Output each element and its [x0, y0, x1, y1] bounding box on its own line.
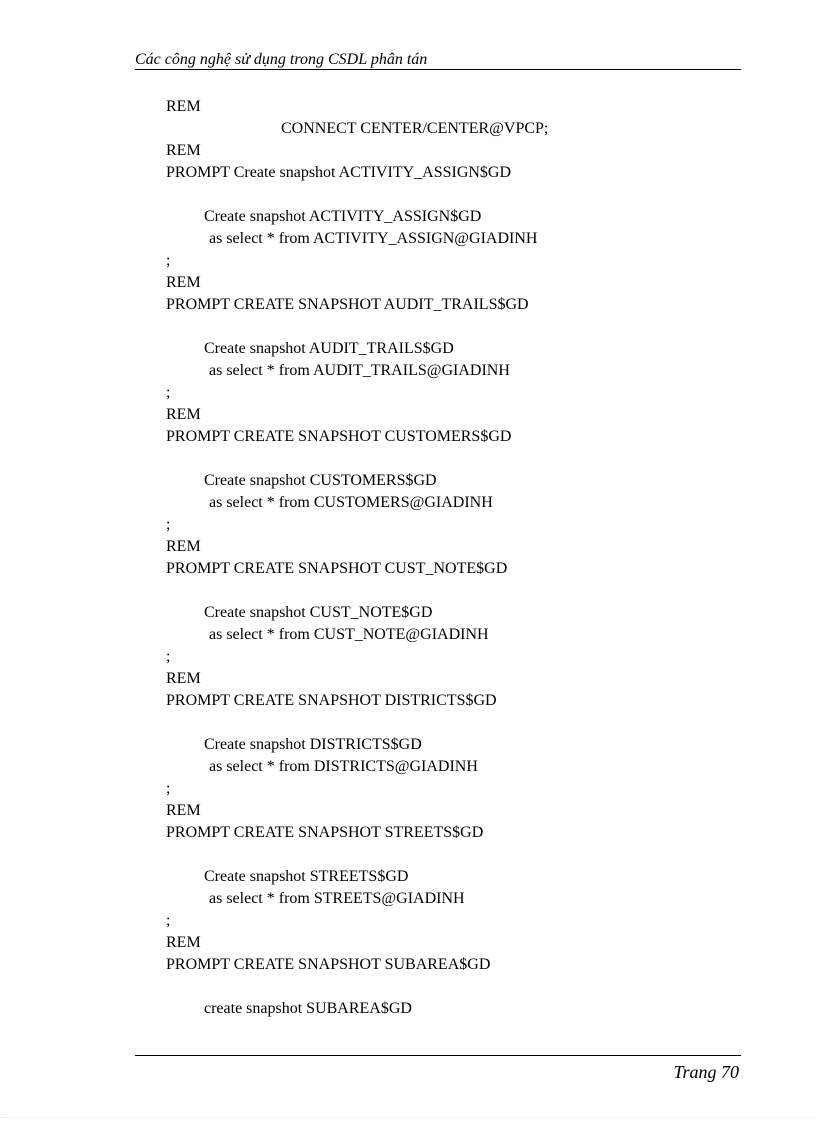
prompt-line: PROMPT CREATE SNAPSHOT DISTRICTS$GD	[166, 692, 497, 709]
rem-line: REM	[166, 802, 201, 819]
select-line: as select * from CUSTOMERS@GIADINH	[209, 494, 493, 511]
rem-line: REM	[166, 406, 201, 423]
semicolon-line: ;	[166, 648, 171, 665]
blank-line	[166, 316, 726, 338]
blank-line	[166, 712, 726, 734]
create-line: Create snapshot STREETS$GD	[204, 868, 409, 885]
footer-divider	[135, 1055, 741, 1056]
prompt-line: PROMPT CREATE SNAPSHOT CUSTOMERS$GD	[166, 428, 512, 445]
select-line: as select * from AUDIT_TRAILS@GIADINH	[209, 362, 510, 379]
blank-line	[166, 844, 726, 866]
page-number: Trang 70	[673, 1062, 739, 1082]
select-line: as select * from ACTIVITY_ASSIGN@GIADINH	[209, 230, 538, 247]
create-line: Create snapshot AUDIT_TRAILS$GD	[204, 340, 454, 357]
header-title: Các công nghệ sử dụng trong CSDL phân tán	[135, 51, 428, 68]
create-line: create snapshot SUBAREA$GD	[204, 1000, 412, 1017]
select-line: as select * from STREETS@GIADINH	[209, 890, 465, 907]
blank-line	[166, 580, 726, 602]
prompt-line: PROMPT Create snapshot ACTIVITY_ASSIGN$GD	[166, 164, 512, 181]
select-line: as select * from CUST_NOTE@GIADINH	[209, 626, 489, 643]
connect-line: CONNECT CENTER/CENTER@VPCP;	[281, 120, 549, 137]
prompt-line: PROMPT CREATE SNAPSHOT AUDIT_TRAILS$GD	[166, 296, 529, 313]
select-line: as select * from DISTRICTS@GIADINH	[209, 758, 478, 775]
page-header	[135, 50, 741, 70]
rem-line: REM	[166, 274, 201, 291]
semicolon-line: ;	[166, 780, 171, 797]
semicolon-line: ;	[166, 384, 171, 401]
page-edge-divider	[0, 1117, 816, 1118]
code-listing	[166, 96, 726, 1020]
create-line: Create snapshot CUST_NOTE$GD	[204, 604, 433, 621]
blank-line	[166, 448, 726, 470]
rem-line: REM	[166, 934, 201, 951]
rem-line: REM	[166, 98, 201, 115]
semicolon-line: ;	[166, 912, 171, 929]
prompt-line: PROMPT CREATE SNAPSHOT STREETS$GD	[166, 824, 484, 841]
prompt-line: PROMPT CREATE SNAPSHOT SUBAREA$GD	[166, 956, 491, 973]
rem-line: REM	[166, 538, 201, 555]
blank-line	[166, 184, 726, 206]
prompt-line: PROMPT CREATE SNAPSHOT CUST_NOTE$GD	[166, 560, 508, 577]
semicolon-line: ;	[166, 252, 171, 269]
create-line: Create snapshot CUSTOMERS$GD	[204, 472, 437, 489]
create-line: Create snapshot DISTRICTS$GD	[204, 736, 422, 753]
rem-line: REM	[166, 142, 201, 159]
rem-line: REM	[166, 670, 201, 687]
create-line: Create snapshot ACTIVITY_ASSIGN$GD	[204, 208, 482, 225]
semicolon-line: ;	[166, 516, 171, 533]
blank-line	[166, 976, 726, 998]
